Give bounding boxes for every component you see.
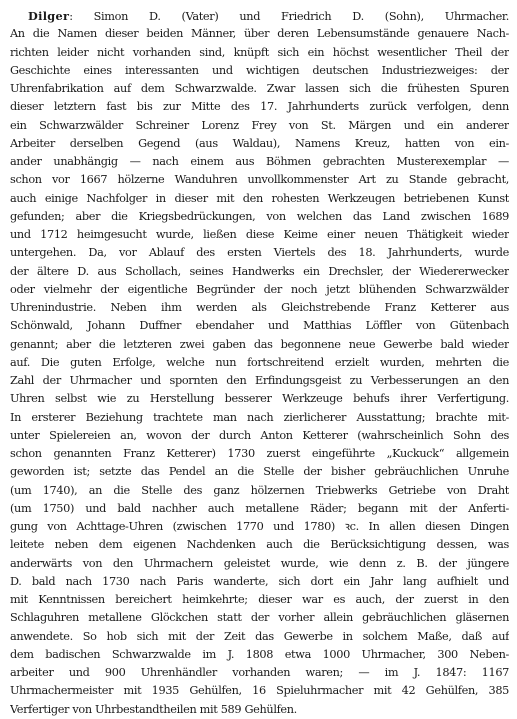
article-first-line	[10, 7, 509, 25]
text-line: mit Kenntnissen bereichert heimkehrte; dieser war es auch, der zuerst in den	[10, 593, 509, 606]
text-line: (um 1740), an die Stelle des ganz hölzernen Triebwerks Getriebe von Draht	[10, 483, 509, 497]
text-line: anderwärts von den Uhrmachern geleistet wurde, wie denn z. B. der jüngere	[10, 556, 509, 570]
text-line: arbeiter und 900 Uhrenhändler vorhanden waren; — im J. 1847: 1167	[10, 666, 509, 679]
text-line: leitete neben dem eigenen Nachdenken auch die Berücksichtigung dessen, was	[10, 538, 509, 552]
text-line: unter Spielereien an, wovon der durch Anton Ketterer (wahrscheinlich Sohn des	[10, 428, 509, 442]
text-line: An die Namen dieser beiden Männer, über deren Lebensumstände genauere Nach-	[10, 27, 509, 41]
text-line: Uhrenfabrikation auf dem Schwarzwalde. Zwar lassen sich die frühesten Spuren	[10, 82, 509, 95]
text-line: Verfertiger von Uhrbestandtheilen mit 589 Gehülfen.	[10, 702, 297, 716]
text-line: ander unabhängig — nach einem aus Böhmen gebrachten Musterexemplar —	[10, 155, 509, 168]
text-line: gung von Achttage-Uhren (zwischen 1770 und 1780) ꝛc. In allen diesen Dingen	[10, 520, 509, 533]
text-line: ein Schwarzwälder Schreiner Lorenz Frey von St. Märgen und ein anderer	[10, 118, 509, 132]
text-line: Uhren selbst wie zu Herstellung besserer Werkzeuge behufs ihrer Verfertigung.	[10, 392, 509, 406]
text-line: genannt; aber die letzteren zwei gaben das begonnene neue Gewerbe bald wieder	[10, 337, 509, 351]
text-line: Geschichte eines interessanten und wichtigen deutschen Industriezweiges: der	[10, 63, 509, 77]
text-line: Uhrenindustrie. Neben ihm werden als Gleichstrebende Franz Ketterer aus	[10, 301, 509, 314]
text-line: Zahl der Uhrmacher und spornten den Erfindungsgeist zu Verbesserungen an den	[10, 374, 509, 387]
text-line: dieser letztern fast bis zur Mitte des 17. Jahrhunderts zurück verfolgen, denn	[10, 100, 509, 114]
text-line: und 1712 heimgesucht wurde, ließen diese Keime einer neuen Thätigkeit wieder	[10, 228, 509, 241]
text-line: anwendete. So hob sich mit der Zeit das Gewerbe in solchem Maße, daß auf	[10, 629, 509, 643]
text-line: geworden ist; setzte das Pendel an die Stelle der bisher gebräuchlichen Unruhe	[10, 465, 509, 479]
article-first-line-text: : Simon D. (Vater) und Friedrich D. (Sohn), Uhrmacher.	[69, 10, 509, 23]
text-line: oder vielmehr der eigentliche Begründer der noch jetzt blühenden Schwarzwälder	[10, 282, 509, 296]
biography-article	[10, 7, 509, 716]
text-line: dem badischen Schwarzwalde im J. 1808 etwa 1000 Uhrmacher, 300 Neben-	[10, 647, 509, 661]
headword: Dilger	[28, 9, 70, 23]
text-line: schon vor 1667 hölzerne Wanduhren unvollkommenster Art zu Stande gebracht,	[10, 173, 509, 187]
text-line: Uhrmachermeister mit 1935 Gehülfen, 16 Spieluhrmacher mit 42 Gehülfen, 385	[10, 684, 509, 698]
text-line: D. bald nach 1730 nach Paris wanderte, sich dort ein Jahr lang aufhielt und	[10, 574, 509, 588]
text-line: richten leider nicht vorhanden sind, knüpft sich ein höchst wesentlicher Theil der	[10, 45, 509, 59]
text-line: Arbeiter derselben Gegend (aus Waldau), Namens Kreuz, hatten von ein-	[10, 136, 509, 150]
text-line: (um 1750) und bald nachher auch metallene Räder; begann mit der Anferti-	[10, 501, 509, 515]
text-line: auf. Die guten Erfolge, welche nun fortschreitend erzielt wurden, mehrten die	[10, 355, 509, 369]
text-line: schon genannten Franz Ketterer) 1730 zuerst eingeführte „Kuckuck“ allgemein	[10, 447, 509, 460]
article-body	[10, 25, 509, 719]
text-line: auch einige Nachfolger in dieser mit den rohesten Werkzeugen betriebenen Kunst	[10, 191, 509, 205]
text-line: der ältere D. aus Schollach, seines Handwerks ein Drechsler, der Wiedererwecker	[10, 264, 509, 278]
text-line: untergehen. Da, vor Ablauf des ersten Viertels des 18. Jahrhunderts, wurde	[10, 246, 509, 260]
text-line: In ersterer Beziehung trachtete man nach zierlicherer Ausstattung; brachte mit-	[10, 410, 509, 424]
text-line: Schönwald, Johann Duffner ebendaher und Matthias Löffler von Gütenbach	[10, 319, 509, 333]
text-line: gefunden; aber die Kriegsbedrückungen, von welchen das Land zwischen 1689	[10, 209, 509, 223]
text-line: Schlaguhren metallene Glöckchen statt der vorher allein gebräuchlichen gläsernen	[10, 611, 509, 625]
